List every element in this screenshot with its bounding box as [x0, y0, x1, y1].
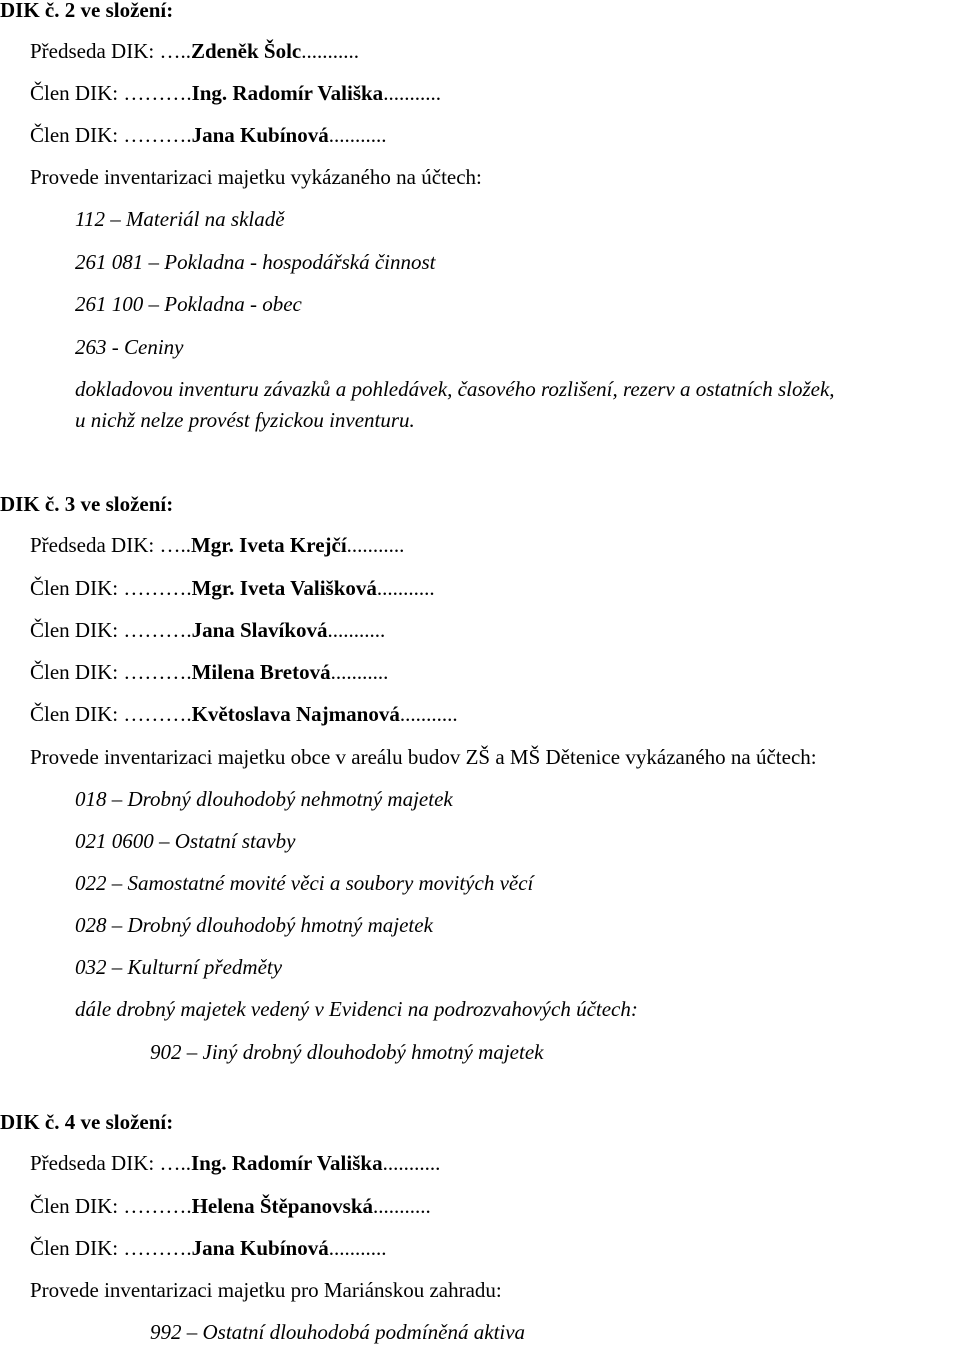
member-row [30, 702, 458, 726]
member-name: Mgr. Iveta Krejčí [190, 533, 347, 557]
member-name: Jana Kubínová [191, 123, 329, 147]
account-item: 021 0600 – Ostatní stavby [75, 829, 296, 853]
member-dots: ........... [328, 1236, 387, 1260]
member-row [30, 533, 404, 557]
member-row [30, 660, 388, 684]
member-prefix: Člen DIK: ………. [30, 660, 192, 684]
member-dots: ........... [301, 39, 359, 63]
member-prefix: Člen DIK: ………. [30, 576, 192, 600]
member-prefix: Člen DIK: ………. [30, 1194, 192, 1218]
member-dots: ........... [373, 1194, 431, 1218]
member-dots: ........... [328, 123, 387, 147]
member-dots: ........... [382, 1151, 441, 1175]
member-name: Ing. Radomír Vališka [190, 1151, 383, 1175]
member-dots: ........... [327, 618, 386, 642]
member-row [30, 1236, 386, 1260]
member-row [30, 39, 359, 63]
member-dots: ........... [399, 702, 458, 726]
member-row [30, 576, 435, 600]
section-intro: Provede inventarizaci majetku vykázaného na účtech: [30, 165, 482, 189]
account-item: 263 - Ceniny [75, 335, 184, 359]
section-heading: DIK č. 3 ve složení: [0, 492, 174, 516]
account-item: 261 100 – Pokladna - obec [75, 292, 302, 316]
member-name: Ing. Radomír Vališka [191, 81, 384, 105]
member-row [30, 1151, 440, 1175]
section-intro: Provede inventarizaci majetku pro Mariánskou zahradu: [30, 1278, 502, 1302]
section-heading: DIK č. 4 ve složení: [0, 1110, 174, 1134]
member-prefix: Člen DIK: ………. [30, 702, 192, 726]
member-prefix: Předseda DIK: ….. [30, 1151, 191, 1175]
member-prefix: Člen DIK: ………. [30, 81, 192, 105]
section-intro: Provede inventarizaci majetku obce v areálu budov ZŠ a MŠ Dětenice vykázaného na účtech: [30, 745, 817, 769]
extra-intro: dále drobný majetek vedený v Evidenci na podrozvahových účtech: [75, 997, 638, 1021]
section-heading: DIK č. 2 ve složení: [0, 0, 174, 22]
account-item: 992 – Ostatní dlouhodobá podmíněná aktiva [150, 1320, 526, 1344]
member-dots: ........... [376, 576, 435, 600]
account-item: 028 – Drobný dlouhodobý hmotný majetek [75, 913, 433, 937]
member-name: Květoslava Najmanová [191, 702, 400, 726]
member-row [30, 1194, 431, 1218]
account-item: 018 – Drobný dlouhodobý nehmotný majetek [75, 787, 453, 811]
note-line: u nichž nelze provést fyzickou inventuru. [75, 408, 415, 432]
member-name: Jana Slavíková [191, 618, 328, 642]
account-item: 112 – Materiál na skladě [75, 207, 285, 231]
member-name: Milena Bretová [191, 660, 331, 684]
member-row [30, 618, 385, 642]
account-item: 032 – Kulturní předměty [75, 955, 283, 979]
member-prefix: Člen DIK: ………. [30, 618, 192, 642]
member-name: Zdeněk Šolc [190, 39, 302, 63]
member-dots: ........... [346, 533, 405, 557]
account-item: 022 – Samostatné movité věci a soubory movitých věcí [75, 871, 534, 895]
member-prefix: Předseda DIK: ….. [30, 533, 191, 557]
member-name: Jana Kubínová [191, 1236, 329, 1260]
member-dots: ........... [383, 81, 441, 105]
account-item: 902 – Jiný drobný dlouhodobý hmotný majetek [150, 1040, 544, 1064]
member-prefix: Člen DIK: ………. [30, 123, 192, 147]
member-name: Mgr. Iveta Vališková [191, 576, 377, 600]
member-row [30, 123, 386, 147]
account-item: 261 081 – Pokladna - hospodářská činnost [75, 250, 436, 274]
member-prefix: Předseda DIK: ….. [30, 39, 191, 63]
member-name: Helena Štěpanovská [191, 1194, 374, 1218]
member-row [30, 81, 441, 105]
note-line: dokladovou inventuru závazků a pohledávek, časového rozlišení, rezerv a ostatních složek, [75, 377, 835, 401]
member-prefix: Člen DIK: ………. [30, 1236, 192, 1260]
member-dots: ........... [330, 660, 389, 684]
